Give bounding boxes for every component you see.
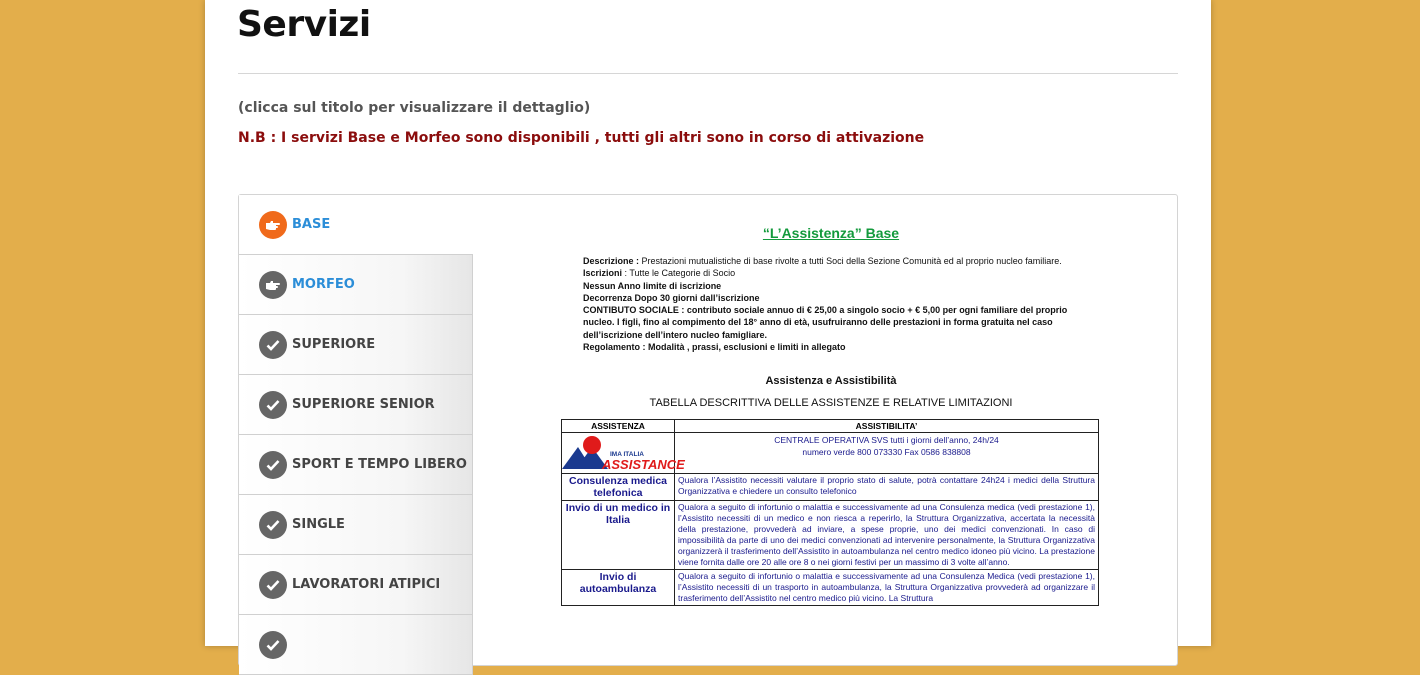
tab-lavoratori-atipici[interactable] — [239, 555, 473, 615]
check-icon — [259, 631, 287, 659]
availability-note: N.B : I servizi Base e Morfeo sono disponibili , tutti gli altri sono in corso di attivazione — [238, 130, 925, 146]
tab-morfeo[interactable] — [239, 255, 473, 315]
contributo-label: CONTIBUTO SOCIALE : — [583, 305, 685, 316]
service-text: Qualora a seguito di infortunio o malattia e successivamente ad una Consulenza medica (vedi prestazione 1), l’Assistito necessiti di un medico e non riesca a reperirlo, la Struttura Organizzativa, accertata la necessità della prestazione, provvederà ad inviare, a spese proprie, uno dei medici convenzionati. In caso di impossibilità da parte di uno dei medici convenzionati ad intervenire personalmente, la Struttura Organizzativa organizzerà il trasferimento dell’Assistito in autoambulanza nel centro medico idoneo più vicino. La prestazione viene fornita dalle ore 20 alle ore 8 o nei giorni festivi per un massimo di 3 volte all’anno. — [675, 501, 1099, 570]
tab-superiore-senior[interactable] — [239, 375, 473, 435]
divider — [238, 73, 1178, 74]
assistance-table — [561, 419, 1099, 606]
page-title: Servizi — [237, 4, 371, 45]
check-icon — [259, 451, 287, 479]
doc-title: “L’Assistenza” Base — [762, 225, 900, 241]
tab-label: SUPERIORE SENIOR — [292, 397, 435, 412]
doc-description — [561, 255, 1101, 353]
ima-logo — [562, 433, 685, 474]
tab-sport-tempo-libero[interactable] — [239, 435, 473, 495]
check-icon — [259, 391, 287, 419]
col-assistibilita: ASSISTIBILITA’ — [675, 420, 1099, 433]
nessun-line: Nessun Anno limite di iscrizione — [583, 280, 722, 291]
service-text: Qualora a seguito di infortunio o malattia e successivamente ad una Consulenza Medica (vedi prestazione 1), l’Assistito necessiti di un trasporto in autoambulanza, la Struttura Organizzativa provvederà ad organizzare il trasferimento dell’Assistito nel centro medico più vicino. La Struttura — [675, 570, 1099, 606]
tab-superiore[interactable] — [239, 315, 473, 375]
service-detail — [561, 225, 1101, 606]
tab-label: SPORT E TEMPO LIBERO — [292, 457, 467, 472]
services-tabs — [239, 195, 473, 675]
tab-label: LAVORATORI ATIPICI — [292, 577, 441, 592]
service-name: Invio di autoambulanza — [562, 570, 675, 606]
regolamento-line: Regolamento : Modalità , prassi, esclusioni e limiti in allegato — [583, 342, 846, 353]
service-name: Invio di un medico in Italia — [562, 501, 675, 570]
section-title: Assistenza e Assistibilità — [765, 375, 897, 388]
tab-base[interactable] — [239, 195, 473, 255]
centrale-line2: numero verde 800 073330 Fax 0586 838808 — [802, 447, 971, 458]
table-row — [562, 474, 1099, 501]
tab-more[interactable] — [239, 615, 473, 675]
decorrenza-line: Decorrenza Dopo 30 giorni dall’iscrizione — [583, 292, 760, 303]
contributo-text: contributo sociale annuo di € 25,00 a singolo socio + € 5,00 per ogni familiare del proprio nucleo. I figli, fino al compimento del 18° anno di età, usufruiranno delle prestazioni in forma gratuita nel caso dell’iscrizione dell’intero nucleo famigliare. — [583, 305, 1068, 340]
iscr-label: Iscrizioni — [583, 268, 623, 279]
table-row — [562, 570, 1099, 606]
tab-label: BASE — [292, 217, 331, 232]
pointing-hand-icon — [259, 271, 287, 299]
check-icon — [259, 331, 287, 359]
logo-small-text: IMA ITALIA — [610, 451, 644, 459]
service-name: Consulenza medica telefonica — [562, 474, 675, 501]
check-icon — [259, 511, 287, 539]
col-assistenza: ASSISTENZA — [562, 420, 675, 433]
tab-label: SUPERIORE — [292, 337, 376, 352]
services-panel — [238, 194, 1178, 666]
check-icon — [259, 571, 287, 599]
centrale-operativa — [675, 433, 1099, 474]
desc-label: Descrizione : — [583, 256, 640, 266]
iscr-text: : Tutte le Categorie di Socio — [624, 268, 736, 279]
pointing-hand-icon — [259, 211, 287, 239]
service-text: Qualora l’Assistito necessiti valutare il proprio stato di salute, potrà contattare 24h24 i medici della Struttura Organizzativa e chiedere un consulto telefonico — [675, 474, 1099, 501]
tab-label: SINGLE — [292, 517, 345, 532]
table-title: TABELLA DESCRITTIVA DELLE ASSISTENZE E RELATIVE LIMITAZIONI — [649, 397, 1013, 410]
page-container — [205, 0, 1211, 646]
tab-single[interactable] — [239, 495, 473, 555]
centrale-line1: CENTRALE OPERATIVA SVS tutti i giorni dell’anno, 24h/24 — [774, 435, 999, 446]
hint-text: (clicca sul titolo per visualizzare il dettaglio) — [238, 100, 591, 116]
table-row — [562, 501, 1099, 570]
logo-big-text: ASSISTANCE — [602, 457, 685, 473]
tab-label: MORFEO — [292, 277, 355, 292]
desc-text: Prestazioni mutualistiche di base rivolte a tutti Soci della Sezione Comunità ed al proprio nucleo familiare. — [641, 256, 1062, 266]
ima-logo-graphic — [562, 433, 685, 473]
